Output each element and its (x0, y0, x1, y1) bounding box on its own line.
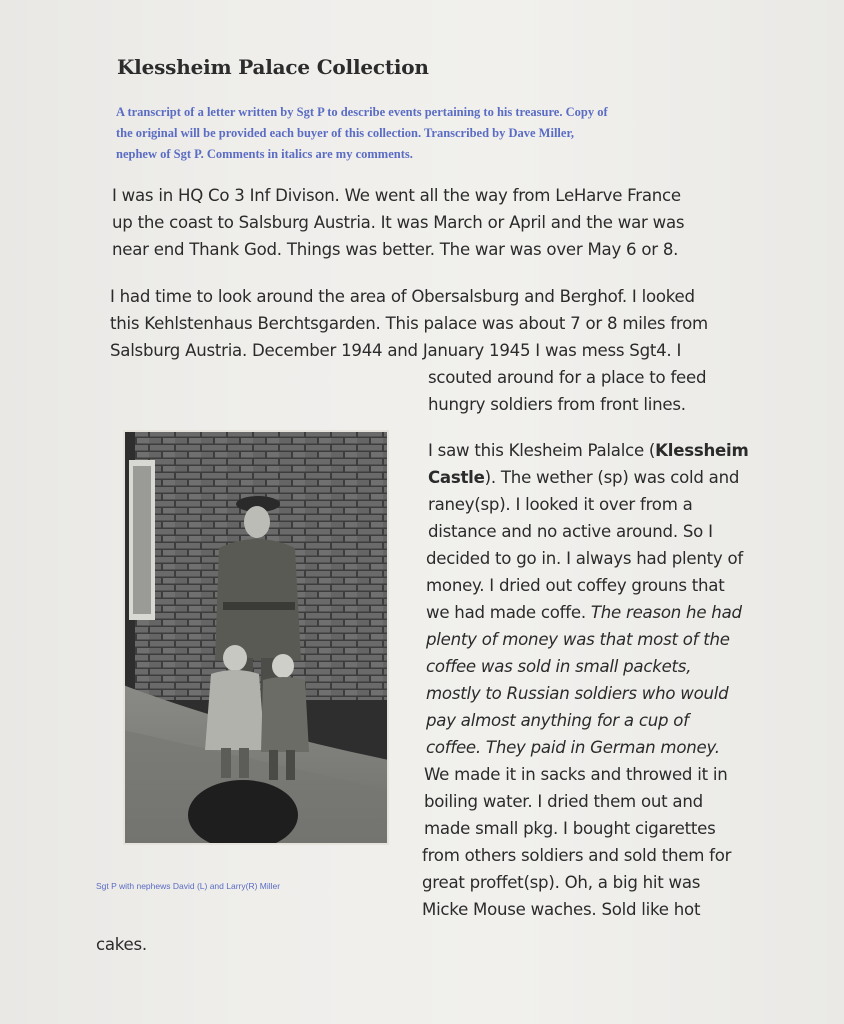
photo-caption: Sgt P with nephews David (L) and Larry(R) Miller (96, 881, 281, 891)
para1-line: I was in HQ Co 3 Inf Divison. We went all the way from LeHarve France (112, 186, 681, 205)
para3-line: raney(sp). I looked it over from a (428, 495, 693, 514)
para3-line: decided to go in. I always had plenty of (426, 549, 743, 568)
para3-line: cakes. (96, 935, 147, 954)
page-title: Klessheim Palace Collection (117, 55, 429, 79)
para3-line: We made it in sacks and throwed it in (424, 765, 728, 784)
para2-line: this Kehlstenhaus Berchtsgarden. This palace was about 7 or 8 miles from (110, 314, 708, 333)
para3-line: pay almost anything for a cup of (426, 711, 689, 730)
para3-line: coffee was sold in small packets, (426, 657, 692, 676)
para3-line: boiling water. I dried them out and (424, 792, 703, 811)
para3-line: mostly to Russian soldiers who would (426, 684, 729, 703)
para3-line: distance and no active around. So I (428, 522, 713, 541)
intro-note (116, 102, 796, 165)
photo-image (123, 430, 389, 845)
para1-line: near end Thank God. Things was better. The war was over May 6 or 8. (112, 240, 679, 259)
para3-line: we had made coffe. The reason he had (426, 603, 742, 622)
para3-line: plenty of money was that most of the (426, 630, 730, 649)
para3-line: Castle). The wether (sp) was cold and (428, 468, 740, 487)
para2-line: Salsburg Austria. December 1944 and January 1945 I was mess Sgt4. I (110, 341, 682, 360)
intro-line: the original will be provided each buyer of this collection. Transcribed by Dave Miller, (116, 126, 574, 140)
para3-line: coffee. They paid in German money. (426, 738, 720, 757)
para3-line: I saw this Klesheim Palalce (Klessheim (428, 441, 749, 460)
para3-line: Micke Mouse waches. Sold like hot (422, 900, 701, 919)
para2-line: I had time to look around the area of Obersalsburg and Berghof. I looked (110, 287, 695, 306)
para3-line: from others soldiers and sold them for (422, 846, 732, 865)
para3-line: money. I dried out coffey grouns that (426, 576, 725, 595)
para3-line: made small pkg. I bought cigarettes (424, 819, 716, 838)
photograph (123, 430, 389, 845)
intro-line: A transcript of a letter written by Sgt P to describe events pertaining to his treasure. Copy of (116, 105, 608, 119)
intro-line: nephew of Sgt P. Comments in italics are my comments. (116, 147, 413, 161)
para2-line: hungry soldiers from front lines. (428, 395, 686, 414)
para2-line: scouted around for a place to feed (428, 368, 707, 387)
para1-line: up the coast to Salsburg Austria. It was March or April and the war was (112, 213, 685, 232)
para3-line: great proffet(sp). Oh, a big hit was (422, 873, 701, 892)
